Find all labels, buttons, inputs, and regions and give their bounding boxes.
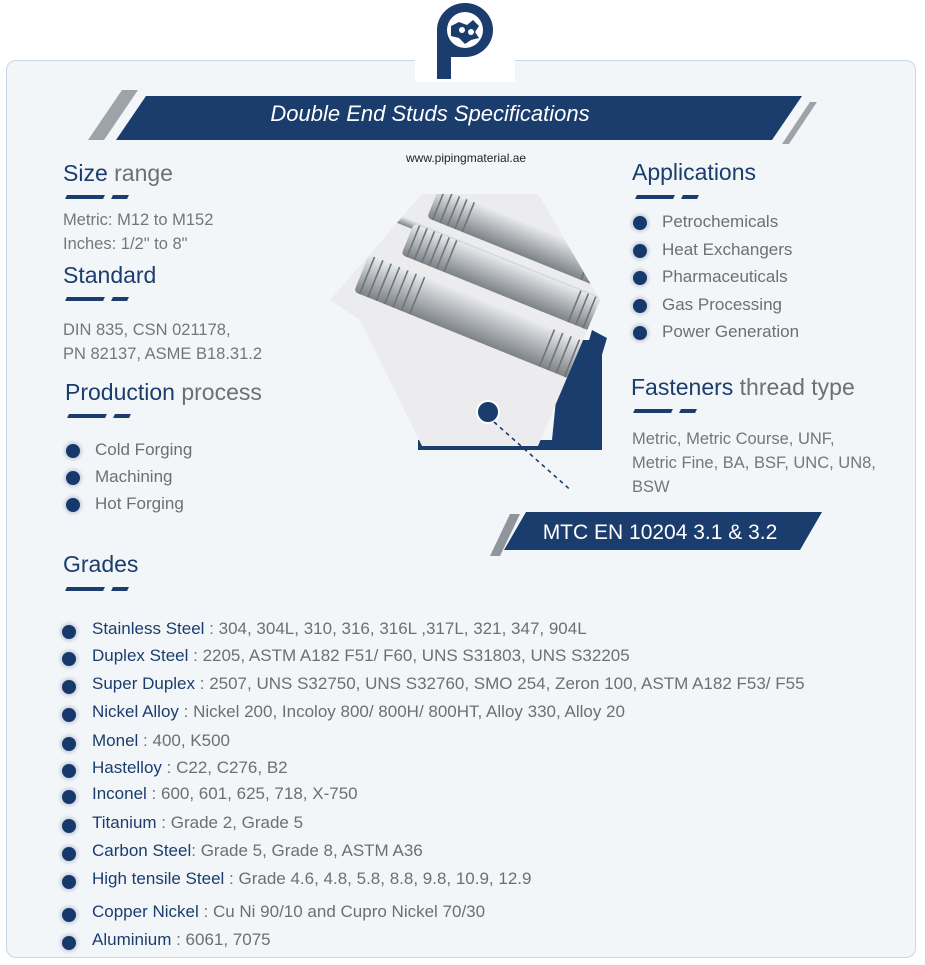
bullet-dot bbox=[633, 271, 647, 285]
applications-heading: Applications bbox=[632, 159, 757, 185]
list-item: Cold Forging bbox=[64, 440, 192, 467]
grade-item: High tensile Steel : Grade 4.6, 4.8, 5.8, 8.8, 9.8, 10.9, 12.9 bbox=[60, 869, 531, 889]
list-item: Machining bbox=[64, 467, 192, 494]
size-range-text: Metric: M12 to M152 Inches: 1/2" to 8" bbox=[63, 211, 214, 253]
bullet-dot bbox=[62, 790, 76, 804]
grade-item: Nickel Alloy : Nickel 200, Incoloy 800/ 800H/ 800HT, Alloy 330, Alloy 20 bbox=[60, 702, 625, 722]
list-item: Heat Exchangers bbox=[631, 240, 799, 268]
website-url[interactable]: www.pipingmaterial.ae bbox=[406, 151, 527, 165]
bullet-dot bbox=[62, 847, 76, 861]
bullet-dot bbox=[633, 326, 647, 340]
list-item: Pharmaceuticals bbox=[631, 267, 799, 295]
bullet-dot bbox=[62, 625, 76, 639]
grade-item: Aluminium : 6061, 7075 bbox=[60, 930, 271, 950]
thread-type-text: Metric, Metric Course, UNF, Metric Fine, BA, BSF, UNC, UN8, BSW bbox=[632, 430, 876, 496]
product-image bbox=[322, 190, 622, 490]
bullet-dot bbox=[633, 244, 647, 258]
thread-type-heading: Fasteners thread type bbox=[631, 374, 855, 400]
grade-item: Hastelloy : C22, C276, B2 bbox=[60, 758, 288, 778]
grade-item: Super Duplex : 2507, UNS S32750, UNS S32760, SMO 254, Zeron 100, ASTM A182 F53/ F55 bbox=[60, 674, 805, 694]
standard-heading: Standard bbox=[63, 262, 157, 288]
bullet-dot bbox=[62, 819, 76, 833]
applications-list bbox=[631, 212, 799, 350]
grade-item: Duplex Steel : 2205, ASTM A182 F51/ F60, UNS S31803, UNS S32205 bbox=[60, 646, 630, 666]
bullet-dot bbox=[62, 764, 76, 778]
banner-title: Double End Studs Specifications bbox=[270, 101, 590, 126]
list-item: Hot Forging bbox=[64, 494, 192, 521]
brand-logo bbox=[415, 0, 515, 82]
bullet-dot bbox=[66, 444, 80, 458]
bullet-dot bbox=[62, 680, 76, 694]
grades-heading: Grades bbox=[63, 551, 139, 577]
bullet-dot bbox=[66, 471, 80, 485]
mtc-label: MTC EN 10204 3.1 & 3.2 bbox=[542, 521, 778, 544]
standard-text: DIN 835, CSN 021178, PN 82137, ASME B18.31.2 bbox=[63, 321, 263, 363]
bullet-dot bbox=[62, 936, 76, 950]
grade-item: Stainless Steel : 304, 304L, 310, 316, 316L ,317L, 321, 347, 904L bbox=[60, 619, 587, 639]
production-list bbox=[64, 440, 192, 521]
grade-item: Monel : 400, K500 bbox=[60, 731, 230, 751]
bullet-dot bbox=[633, 299, 647, 313]
grade-item: Inconel : 600, 601, 625, 718, X-750 bbox=[60, 784, 358, 804]
list-item: Power Generation bbox=[631, 322, 799, 350]
size-range-heading: Size range bbox=[63, 160, 173, 186]
bullet-dot bbox=[62, 652, 76, 666]
list-item: Gas Processing bbox=[631, 295, 799, 323]
bullet-dot bbox=[633, 216, 647, 230]
bullet-dot bbox=[66, 498, 80, 512]
grade-item: Copper Nickel : Cu Ni 90/10 and Cupro Nickel 70/30 bbox=[60, 902, 485, 922]
list-item: Petrochemicals bbox=[631, 212, 799, 240]
bullet-dot bbox=[62, 708, 76, 722]
bullet-dot bbox=[62, 875, 76, 889]
grade-item: Titanium : Grade 2, Grade 5 bbox=[60, 813, 303, 833]
bullet-dot bbox=[62, 737, 76, 751]
production-heading: Production process bbox=[65, 379, 262, 405]
grade-item: Carbon Steel: Grade 5, Grade 8, ASTM A36 bbox=[60, 841, 423, 861]
bullet-dot bbox=[62, 908, 76, 922]
